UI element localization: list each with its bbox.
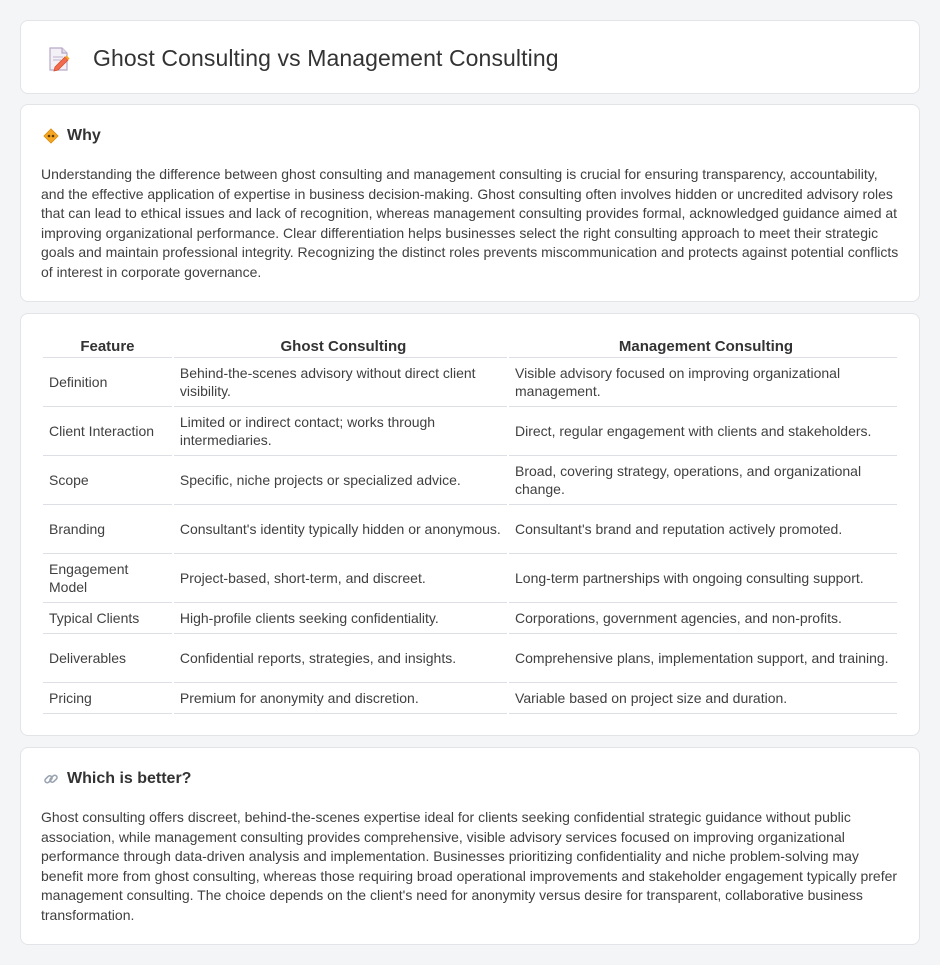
why-heading	[43, 127, 101, 145]
table-row	[43, 683, 897, 714]
feature-cell: Deliverables	[43, 634, 172, 683]
ghost-cell: Behind-the-scenes advisory without direct client visibility.	[174, 358, 507, 407]
table-row	[43, 634, 897, 683]
ghost-cell: Confidential reports, strategies, and insights.	[174, 634, 507, 683]
table-row	[43, 603, 897, 634]
feature-cell: Definition	[43, 358, 172, 407]
comparison-table	[41, 334, 899, 714]
table-row	[43, 456, 897, 505]
feature-cell: Engagement Model	[43, 554, 172, 603]
management-cell: Long-term partnerships with ongoing consulting support.	[509, 554, 897, 603]
why-body: Understanding the difference between ghost consulting and management consulting is crucial for ensuring transparency, accountability, and the effective application of expertise in business decision-making. Ghost consulting often involves hidden or uncredited advisory roles that can lead to ethical issues and lack of recognition, whereas management consulting provides formal, acknowledged guidance aimed at improving organizational performance. Clear differentiation helps businesses select the right consulting approach to meet their strategic goals and maintain professional integrity. Recognizing the distinct roles prevents miscommunication and protects against potential conflicts of interest in corporate governance.	[41, 166, 899, 280]
feature-cell: Typical Clients	[43, 603, 172, 634]
management-cell: Visible advisory focused on improving organizational management.	[509, 358, 897, 407]
ghost-cell: Limited or indirect contact; works through intermediaries.	[174, 407, 507, 456]
page-title: Ghost Consulting vs Management Consulting	[93, 45, 559, 71]
link-icon	[43, 771, 59, 787]
management-cell: Direct, regular engagement with clients and stakeholders.	[509, 407, 897, 456]
title-card	[20, 20, 920, 94]
feature-cell: Client Interaction	[43, 407, 172, 456]
ghost-cell: High-profile clients seeking confidentiality.	[174, 603, 507, 634]
feature-cell: Branding	[43, 505, 172, 554]
ghost-cell: Project-based, short-term, and discreet.	[174, 554, 507, 603]
management-cell: Corporations, government agencies, and non-profits.	[509, 603, 897, 634]
title-row	[47, 45, 559, 72]
management-cell: Comprehensive plans, implementation support, and training.	[509, 634, 897, 683]
table-header-row	[43, 334, 897, 358]
table-row	[43, 505, 897, 554]
header-feature: Feature	[43, 334, 172, 358]
table-row	[43, 554, 897, 603]
table-row	[43, 358, 897, 407]
ghost-cell: Consultant's identity typically hidden or anonymous.	[174, 505, 507, 554]
table-row	[43, 407, 897, 456]
management-cell: Consultant's brand and reputation actively promoted.	[509, 505, 897, 554]
feature-cell: Scope	[43, 456, 172, 505]
management-cell: Variable based on project size and duration.	[509, 683, 897, 714]
header-management-consulting: Management Consulting	[509, 334, 897, 358]
why-title: Why	[67, 127, 101, 144]
better-title: Which is better?	[67, 770, 192, 787]
diamond-sign-icon	[43, 128, 59, 144]
header-ghost-consulting: Ghost Consulting	[174, 334, 507, 358]
comparison-section	[20, 313, 920, 736]
document-pencil-icon	[47, 46, 71, 72]
which-is-better-section	[20, 747, 920, 945]
management-cell: Broad, covering strategy, operations, and organizational change.	[509, 456, 897, 505]
better-heading	[43, 770, 191, 788]
ghost-cell: Premium for anonymity and discretion.	[174, 683, 507, 714]
ghost-cell: Specific, niche projects or specialized advice.	[174, 456, 507, 505]
why-section	[20, 104, 920, 302]
better-body: Ghost consulting offers discreet, behind-the-scenes expertise ideal for clients seeking confidential strategic guidance without public association, while management consulting provides comprehensive, visible advisory services focused on improving organizational performance through data-driven analysis and implementation. Businesses prioritizing confidentiality and niche problem-solving may benefit more from ghost consulting, whereas those requiring broad operational improvements and stakeholder engagement typically prefer management consulting. The choice depends on the client's need for anonymity versus desire for transparent, collaborative business transformation.	[41, 809, 898, 923]
feature-cell: Pricing	[43, 683, 172, 714]
